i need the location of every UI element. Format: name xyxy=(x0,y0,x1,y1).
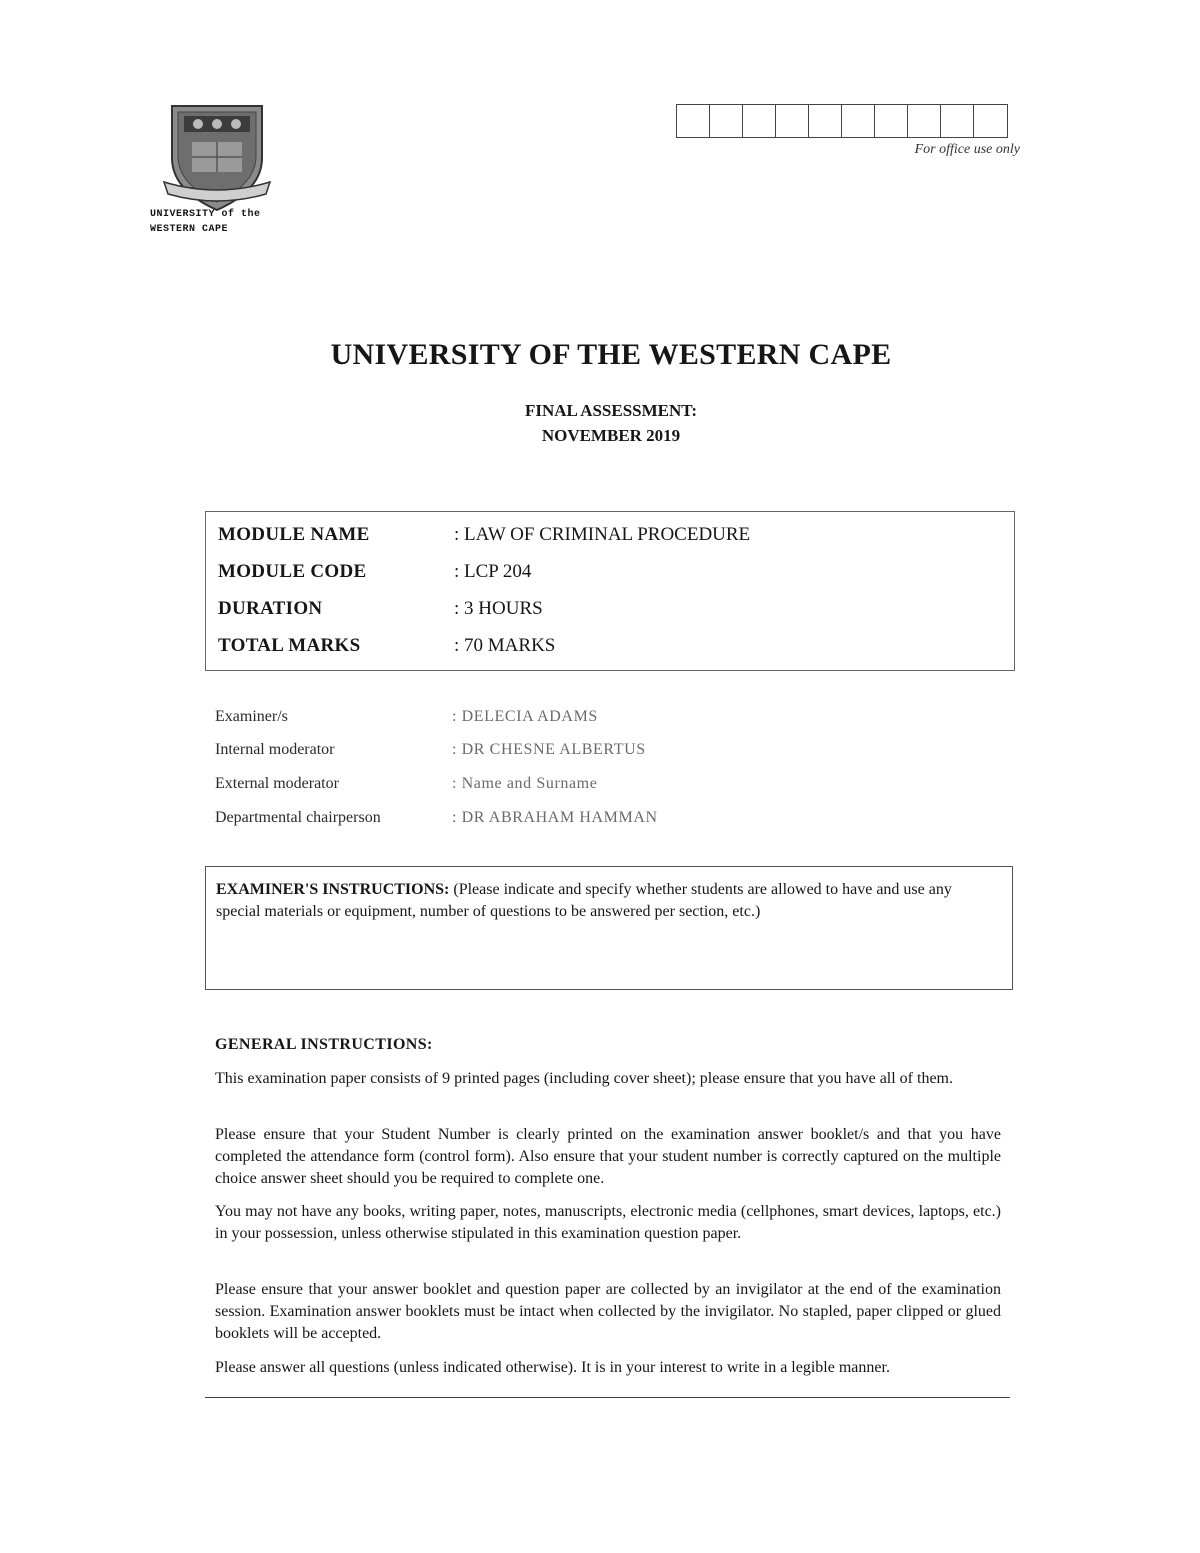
instruction-paragraph: Please answer all questions (unless indicated otherwise). It is in your interest to write in a legible manner. xyxy=(215,1359,890,1376)
general-instructions-heading: GENERAL INSTRUCTIONS: xyxy=(215,1036,433,1053)
office-use-cell[interactable] xyxy=(974,105,1007,137)
office-use-label: For office use only xyxy=(914,142,1020,157)
module-label: MODULE CODE xyxy=(218,561,367,582)
examiner-label: External moderator xyxy=(215,775,339,792)
examiner-value: : DELECIA ADAMS xyxy=(452,708,598,725)
module-value: : LAW OF CRIMINAL PROCEDURE xyxy=(454,524,751,545)
examiner-value: : Name and Surname xyxy=(452,775,598,792)
office-use-cell[interactable] xyxy=(809,105,842,137)
instruction-paragraph: This examination paper consists of 9 printed pages (including cover sheet); please ensure that you have all of them. xyxy=(215,1070,953,1087)
crest-caption-line1: UNIVERSITY of the xyxy=(150,209,261,220)
examiner-label: Internal moderator xyxy=(215,741,335,758)
office-use-cell[interactable] xyxy=(677,105,710,137)
module-value: : 3 HOURS xyxy=(454,598,543,619)
module-label: TOTAL MARKS xyxy=(218,635,361,656)
examiner-instructions-heading: EXAMINER'S INSTRUCTIONS: xyxy=(216,881,450,898)
assessment-line1: FINAL ASSESSMENT: xyxy=(524,401,698,420)
examiner-instructions-text: (Please indicate and specify whether students are allowed to have and use any special materials or equipment, number of questions to be answered per section, etc.) xyxy=(216,881,952,920)
examiner-value: : DR ABRAHAM HAMMAN xyxy=(452,809,658,826)
module-label: DURATION xyxy=(218,598,323,619)
module-details-box xyxy=(205,511,1015,671)
assessment-line2: NOVEMBER 2019 xyxy=(541,426,681,445)
office-use-cell[interactable] xyxy=(941,105,974,137)
office-use-cell[interactable] xyxy=(875,105,908,137)
module-value: : 70 MARKS xyxy=(454,635,556,656)
bottom-rule xyxy=(205,1397,1010,1398)
crest-caption xyxy=(150,207,280,237)
examiner-instructions xyxy=(216,879,1000,923)
module-value: : LCP 204 xyxy=(454,561,532,582)
office-use-cell[interactable] xyxy=(908,105,941,137)
office-use-cell[interactable] xyxy=(842,105,875,137)
instruction-paragraph: You may not have any books, writing paper, notes, manuscripts, electronic media (cellphones, smart devices, laptops, etc.) in your possession, unless otherwise stipulated in this examination question paper. xyxy=(215,1203,1001,1242)
examiner-label: Examiner/s xyxy=(215,708,288,725)
instruction-paragraph: Please ensure that your Student Number is clearly printed on the examination answer booklet/s and that you have completed the attendance form (control form). Also ensure that your student number is correctly captured on the multiple choice answer sheet should you be required to complete one. xyxy=(215,1126,1001,1187)
office-use-cell[interactable] xyxy=(710,105,743,137)
crest-caption-line2: WESTERN CAPE xyxy=(150,224,229,235)
examiner-instructions-box xyxy=(205,866,1013,990)
office-use-boxes[interactable] xyxy=(676,104,1008,138)
office-use-cell[interactable] xyxy=(776,105,809,137)
assessment-heading xyxy=(0,398,1200,448)
office-use-cell[interactable] xyxy=(743,105,776,137)
university-title: UNIVERSITY OF THE WESTERN CAPE xyxy=(330,338,892,371)
instruction-paragraph: Please ensure that your answer booklet and question paper are collected by an invigilator at the end of the examination session. Examination answer booklets must be intact when collected by the invigilator. No stapled, paper clipped or glued booklets will be accepted. xyxy=(215,1281,1001,1342)
examiner-value: : DR CHESNE ALBERTUS xyxy=(452,741,646,758)
examiner-label: Departmental chairperson xyxy=(215,809,381,826)
module-label: MODULE NAME xyxy=(218,524,370,545)
